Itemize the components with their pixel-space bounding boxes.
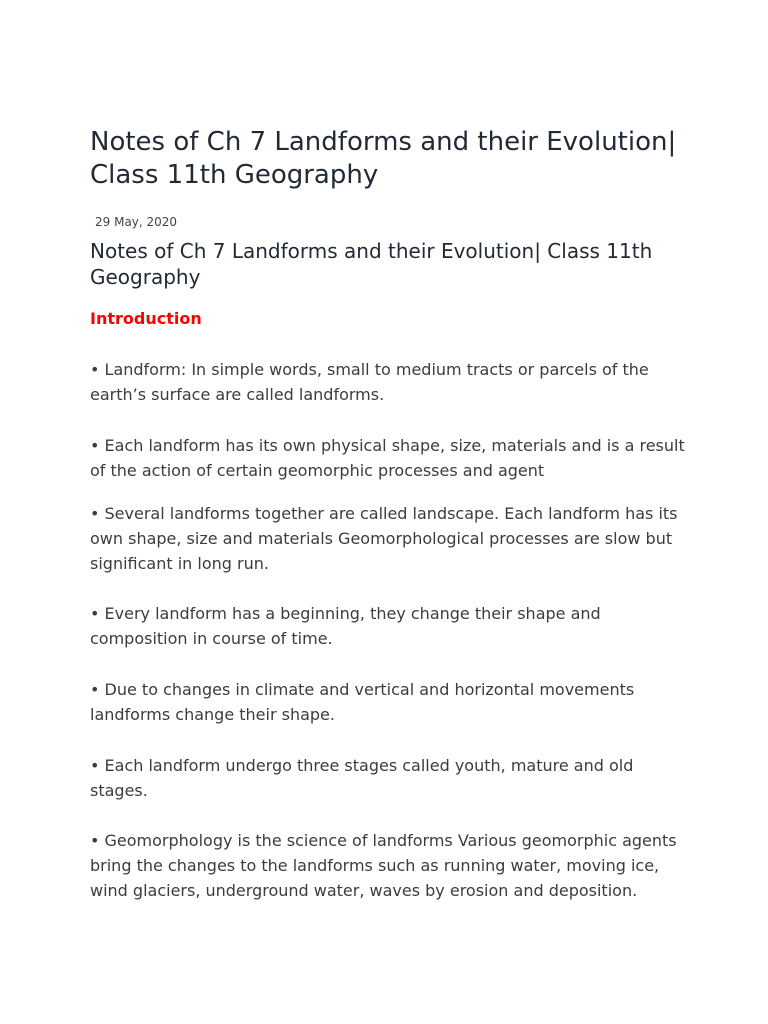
paragraph-climate-changes: • Due to changes in climate and vertical and horizontal movements landforms change their shape. (90, 680, 635, 724)
article-title: Notes of Ch 7 Landforms and their Evolution| Class 11th Geography (90, 127, 677, 190)
article-subtitle: Notes of Ch 7 Landforms and their Evolution| Class 11th Geography (90, 239, 653, 289)
publish-date: 29 May, 2020 (95, 215, 178, 229)
paragraph-three-stages: • Each landform undergo three stages called youth, mature and old stages. (90, 756, 634, 800)
paragraph-beginning: • Every landform has a beginning, they change their shape and composition in course of time. (90, 604, 601, 648)
paragraph-landscape: • Several landforms together are called landscape. Each landform has its own shape, size and materials Geomorphological processes are slow but significant in long run. (90, 504, 678, 573)
article-body (90, 126, 690, 903)
section-heading-introduction: Introduction (90, 309, 202, 328)
paragraph-physical-shape: • Each landform has its own physical shape, size, materials and is a result of the action of certain geomorphic processes and agent (90, 436, 685, 480)
paragraph-landform-definition: • Landform: In simple words, small to medium tracts or parcels of the earth’s surface are called landforms. (90, 360, 649, 404)
paragraph-geomorphology: • Geomorphology is the science of landforms Various geomorphic agents bring the changes to the landforms such as running water, moving ice, wind glaciers, underground water, waves by erosion and deposition. (90, 831, 677, 900)
